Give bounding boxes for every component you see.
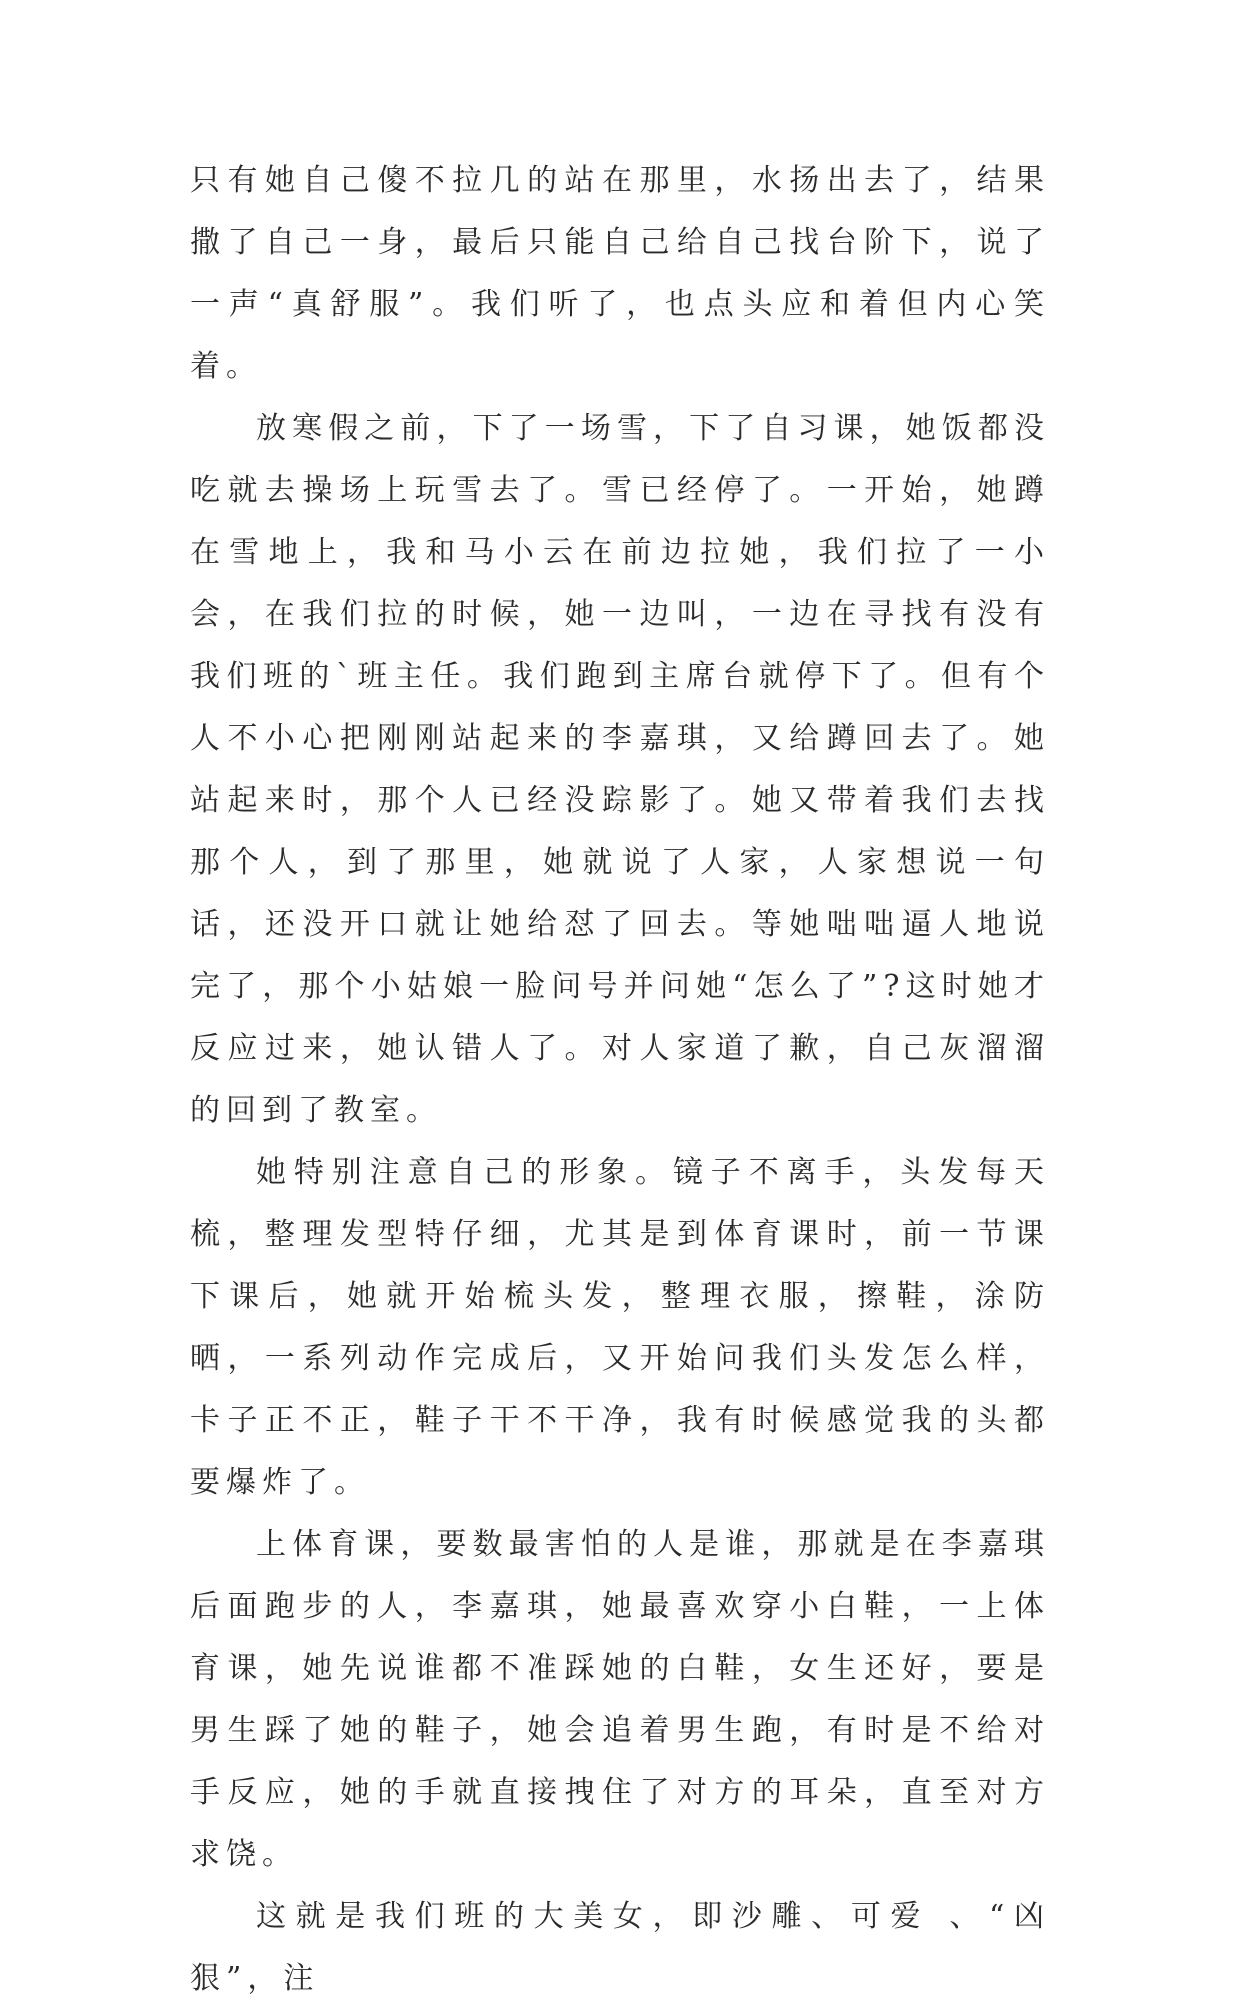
paragraph: 只有她自己傻不拉几的站在那里，水扬出去了，结果撒了自己一身，最后只能自己给自己找台阶下，说了一声“真舒服”。我们听了，也点头应和着但内心笑着。 (190, 163, 1050, 384)
paragraph: 这就是我们班的大美女，即沙雕、可爱 、“凶狠”，注 (190, 1899, 1050, 1996)
paragraph: 放寒假之前，下了一场雪，下了自习课，她饭都没吃就去操场上玩雪去了。雪已经停了。一开始，她蹲在雪地上，我和马小云在前边拉她，我们拉了一小会，在我们拉的时候，她一边叫，一边在寻找有没有我们班的`班主任。我们跑到主席台就停下了。但有个人不小心把刚刚站起来的李嘉琪，又给蹲回去了。她站起来时，那个人已经没踪影了。她又带着我们去找那个人，到了那里，她就说了人家，人家想说一句话，还没开口就让她给怼了回去。等她咄咄逼人地说完了，那个小姑娘一脸问号并问她“怎么了”?这时她才反应过来，她认错人了。对人家道了歉，自己灰溜溜的回到了教室。 (190, 411, 1050, 1128)
document-body (190, 150, 1050, 2010)
paragraph: 她特别注意自己的形象。镜子不离手，头发每天梳，整理发型特仔细，尤其是到体育课时，前一节课下课后，她就开始梳头发，整理衣服，擦鞋，涂防晒，一系列动作完成后，又开始问我们头发怎么样，卡子正不正，鞋子干不干净，我有时候感觉我的头都要爆炸了。 (190, 1155, 1050, 1500)
paragraph: 上体育课，要数最害怕的人是谁，那就是在李嘉琪后面跑步的人，李嘉琪，她最喜欢穿小白鞋，一上体育课，她先说谁都不准踩她的白鞋，女生还好，要是男生踩了她的鞋子，她会追着男生跑，有时是不给对手反应，她的手就直接拽住了对方的耳朵，直至对方求饶。 (190, 1527, 1050, 1872)
